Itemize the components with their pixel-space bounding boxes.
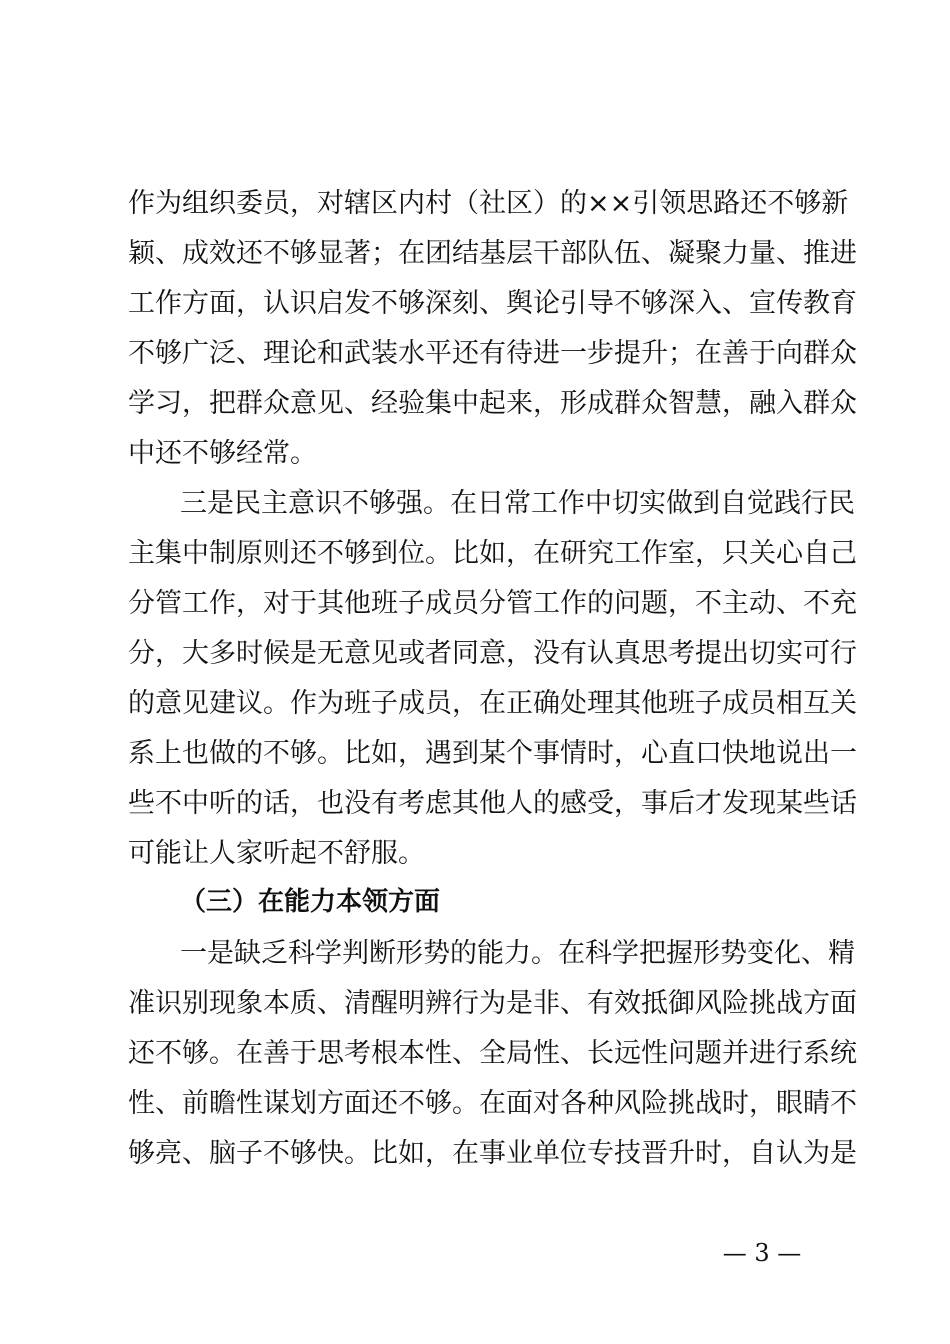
paragraph-2-line-1: 三是民主意识不够强。在日常工作中切实做到自觉践行民 — [180, 488, 855, 519]
paragraph-1-line-5: 学习，把群众意见、经验集中起来，形成群众智慧，融入群众 — [128, 388, 857, 419]
paragraph-3-line-1: 一是缺乏科学判断形势的能力。在科学把握形势变化、精 — [180, 938, 855, 969]
page-number: — 3 — — [722, 1239, 802, 1267]
paragraph-1-line-2: 颖、成效还不够显著；在团结基层干部队伍、凝聚力量、推进 — [128, 238, 857, 269]
paragraph-1-line-1: 作为组织委员，对辖区内村（社区）的××引领思路还不够新 — [128, 188, 849, 219]
paragraph-1-line-3: 工作方面，认识启发不够深刻、舆论引导不够深入、宣传教育 — [128, 288, 857, 319]
paragraph-2-line-2: 主集中制原则还不够到位。比如，在研究工作室，只关心自己 — [128, 538, 857, 569]
paragraph-2-line-5: 的意见建议。作为班子成员，在正确处理其他班子成员相互关 — [128, 688, 857, 719]
paragraph-2-line-3: 分管工作，对于其他班子成员分管工作的问题，不主动、不充 — [128, 588, 857, 619]
paragraph-3-line-3: 还不够。在善于思考根本性、全局性、长远性问题并进行系统 — [128, 1038, 857, 1069]
paragraph-3-line-4: 性、前瞻性谋划方面还不够。在面对各种风险挑战时，眼睛不 — [128, 1088, 857, 1119]
paragraph-3-line-5: 够亮、脑子不够快。比如，在事业单位专技晋升时，自认为是 — [128, 1138, 857, 1169]
paragraph-2-line-6: 系上也做的不够。比如，遇到某个事情时，心直口快地说出一 — [128, 738, 857, 769]
paragraph-3-line-2: 准识别现象本质、清醒明辨行为是非、有效抵御风险挑战方面 — [128, 988, 857, 1019]
paragraph-1-line-4: 不够广泛、理论和武装水平还有待进一步提升；在善于向群众 — [128, 338, 857, 369]
paragraph-2-line-4: 分，大多时候是无意见或者同意，没有认真思考提出切实可行 — [128, 638, 857, 669]
section-heading: （三）在能力本领方面 — [180, 887, 441, 917]
paragraph-2-line-7: 些不中听的话，也没有考虑其他人的感受，事后才发现某些话 — [128, 788, 857, 819]
paragraph-2-line-8: 可能让人家听起不舒服。 — [128, 838, 425, 869]
paragraph-1-line-6: 中还不够经常。 — [128, 438, 317, 469]
